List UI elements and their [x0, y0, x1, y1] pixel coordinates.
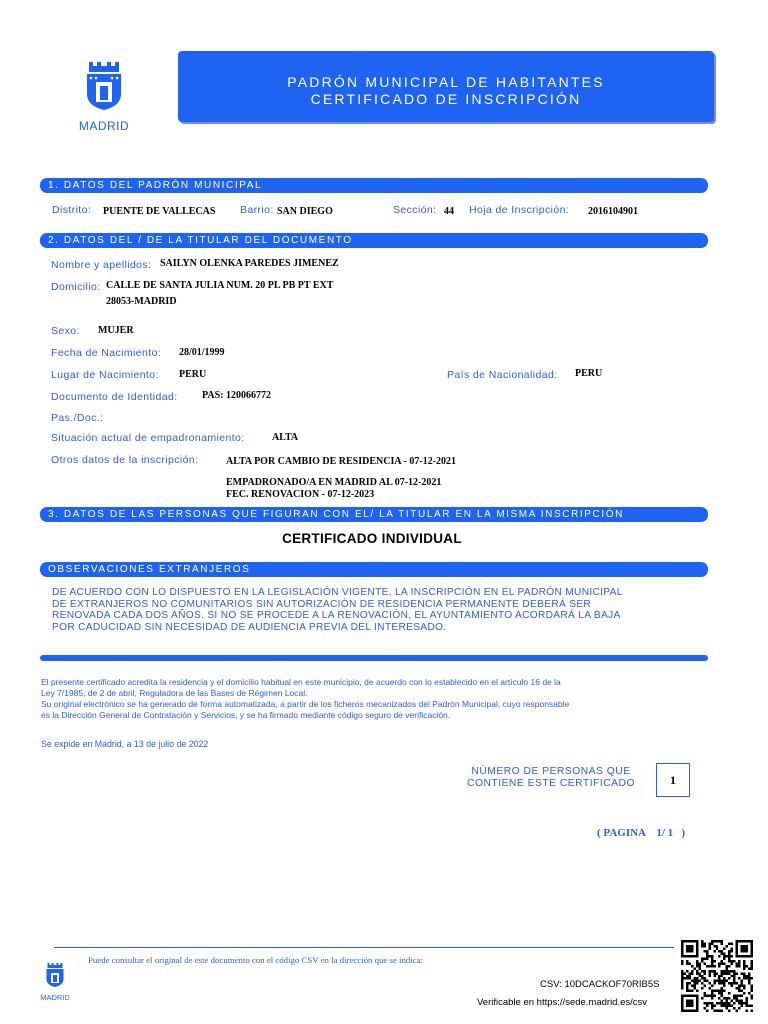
situacion-value: ALTA	[272, 432, 299, 443]
nombre-value: SAILYN OLENKA PAREDES JIMENEZ	[160, 258, 339, 269]
sexo-value: MUJER	[98, 325, 134, 336]
madrid-logo	[74, 60, 134, 133]
hoja-value: 2016104901	[588, 206, 638, 217]
header-title: PADRÓN MUNICIPAL DE HABITANTES	[287, 74, 605, 90]
hoja-label: Hoja de Inscripción:	[469, 204, 570, 216]
section1-header: 1. DATOS DEL PADRÓN MUNICIPAL	[40, 178, 708, 193]
otros-datos-line2: EMPADRONADO/A EN MADRID AL 07-12-2021	[226, 477, 442, 488]
legal-line: Su original electrónico se ha generado de forma automatizada, a partir de los ficheros mecanizados del Padrón Municipal, cuyo responsable	[41, 699, 570, 709]
madrid-crest-icon	[74, 60, 134, 112]
pais-nacionalidad-value: PERU	[575, 368, 603, 379]
section3-header: 3. DATOS DE LAS PERSONAS QUE FIGURAN CON EL/ LA TITULAR EN LA MISMA INSCRIPCIÓN	[40, 507, 708, 522]
lugar-nacimiento-value: PERU	[179, 369, 207, 380]
otros-datos-label: Otros datos de la inscripción:	[51, 454, 199, 466]
section2-header: 2. DATOS DEL / DE LA TITULAR DEL DOCUMENTO	[40, 233, 708, 248]
legal-line: El presente certificado acredita la residencia y el domicilio habitual en este municipio, de acuerdo con lo establecido en el artículo 16 de la	[41, 677, 561, 687]
pas-doc-label: Pas./Doc.:	[51, 412, 104, 424]
sexo-label: Sexo:	[51, 325, 80, 337]
barrio-value: SAN DIEGO	[277, 206, 333, 217]
documento-identidad-label: Documento de Identidad:	[51, 391, 178, 403]
numero-personas-label	[448, 766, 654, 790]
divider-bar	[40, 655, 708, 661]
observaciones-line: DE EXTRANJEROS NO COMUNITARIOS SIN AUTORIZACIÓN DE RESIDENCIA PERMANENTE DEBERÁ SER	[52, 598, 592, 610]
footer-rule	[54, 947, 674, 948]
footer-logo	[38, 962, 72, 1002]
qr-code-icon	[681, 940, 753, 1012]
logo-city-text: MADRID	[78, 119, 130, 133]
otros-datos-line1: ALTA POR CAMBIO DE RESIDENCIA - 07-12-2021	[226, 456, 457, 467]
verificable-url[interactable]: Verificable en https://sede.madrid.es/csv	[477, 997, 648, 1008]
seccion-value: 44	[444, 206, 454, 217]
situacion-label: Situación actual de empadronamiento:	[51, 432, 245, 444]
domicilio-line1: CALLE DE SANTA JULIA NUM. 20 PL PB PT EXT	[106, 280, 334, 291]
certificado-individual: CERTIFICADO INDIVIDUAL	[282, 531, 462, 546]
footer-logo-city: MADRID	[40, 993, 70, 1002]
domicilio-line2: 28053-MADRID	[106, 296, 177, 307]
numero-personas-value: 1	[656, 763, 690, 797]
observaciones-line: DE ACUERDO CON LO DISPUESTO EN LA LEGISLACIÓN VIGENTE, LA INSCRIPCIÓN EN EL PADRÓN MUNICIPAL	[52, 587, 623, 598]
barrio-label: Barrio:	[240, 204, 274, 216]
legal-line: Ley 7/1985, de 2 de abril, Reguladora de las Bases de Régimen Local.	[41, 688, 308, 698]
observaciones-header: OBSERVACIONES EXTRANJEROS	[40, 562, 708, 577]
footer-consult-text: Puede consultar el original de este documento con el código CSV en la dirección que se indica:	[88, 955, 423, 965]
legal-line: es la Dirección General de Contratación y Servicios, y se ha firmado mediante código seguro de verificación.	[41, 710, 451, 720]
fecha-nacimiento-label: Fecha de Nacimiento:	[51, 347, 162, 359]
numero-personas-line2: CONTIENE ESTE CERTIFICADO	[467, 778, 635, 789]
madrid-crest-icon	[38, 962, 72, 988]
numero-personas-line1: NÚMERO DE PERSONAS QUE	[471, 766, 631, 777]
distrito-value: PUENTE DE VALLECAS	[103, 206, 216, 217]
domicilio-label: Domicilio:	[51, 281, 101, 293]
fecha-nacimiento-value: 28/01/1999	[179, 347, 225, 358]
seccion-label: Sección:	[393, 204, 437, 216]
observaciones-line: RENOVADA CADA DOS AÑOS. SI NO SE PROCEDE A LA RENOVACIÓN, EL AYUNTAMIENTO ACORDARÁ LA BAJA	[52, 610, 621, 621]
csv-code: CSV: 10DCACKOF70RIB5S	[540, 979, 660, 990]
documento-identidad-value: PAS: 120066772	[202, 390, 271, 401]
lugar-nacimiento-label: Lugar de Nacimiento:	[51, 369, 159, 381]
distrito-label: Distrito:	[52, 204, 92, 216]
header-subtitle: CERTIFICADO DE INSCRIPCIÓN	[310, 91, 582, 107]
expide-text: Se expide en Madrid, a 13 de julio de 2022	[41, 739, 209, 749]
legal-text	[41, 677, 711, 721]
document-header	[178, 51, 714, 122]
page-indicator: ( PAGINA 1/ 1 )	[597, 827, 686, 839]
observaciones-line: POR CADUCIDAD SIN NECESIDAD DE AUDIENCIA PREVIA DEL INTERESADO.	[52, 621, 447, 633]
otros-datos-line3: FEC. RENOVACION - 07-12-2023	[226, 489, 375, 500]
observaciones-text	[52, 587, 658, 633]
pais-nacionalidad-label: País de Nacionalidad:	[447, 369, 558, 381]
nombre-label: Nombre y apellidos:	[51, 259, 152, 271]
